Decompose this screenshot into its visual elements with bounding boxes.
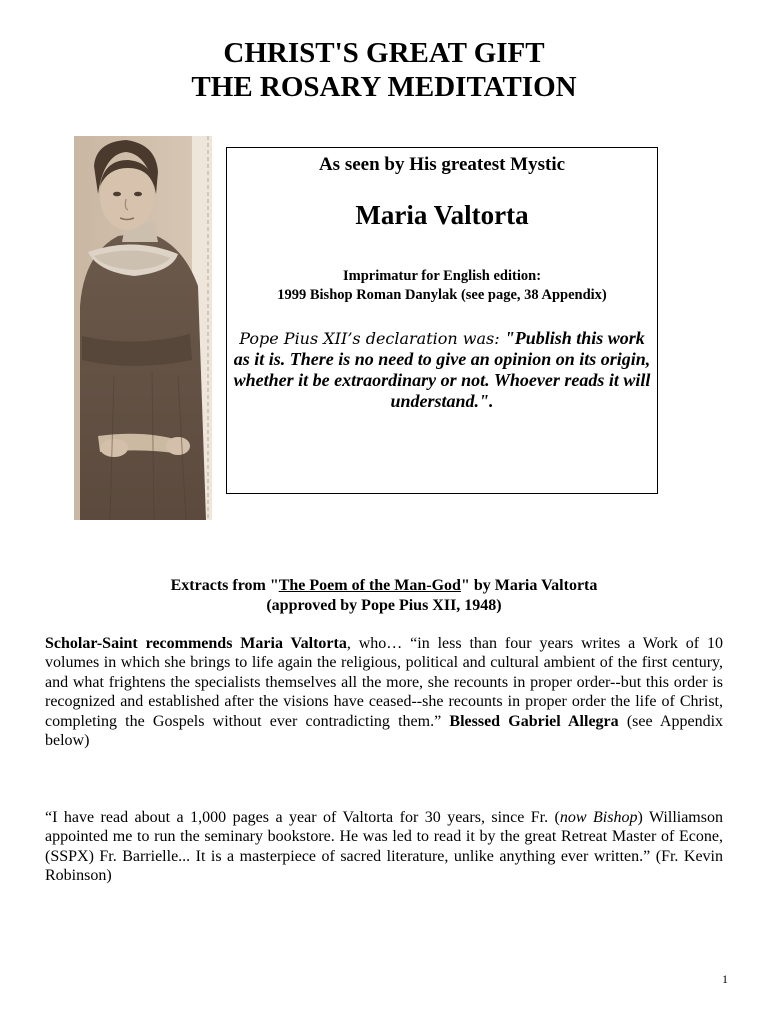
document-title <box>0 36 768 104</box>
recommendation-lead: Scholar-Saint recommends Maria Valtorta <box>45 635 347 652</box>
pope-declaration-quote: "Publish this work as it is. There is no need to give an opinion on its origin, whether it be extraordinary or not. Whoever reads it will understand.". <box>233 328 651 411</box>
pope-declaration <box>233 328 651 412</box>
info-box <box>226 147 658 494</box>
recommendation-connector: , who… <box>346 635 411 652</box>
seen-by-heading: As seen by His greatest Mystic <box>318 154 566 175</box>
extracts-heading <box>0 576 768 616</box>
title-line-2: THE ROSARY MEDITATION <box>191 71 577 103</box>
mystic-name: Maria Valtorta <box>355 200 529 230</box>
testimony-paragraph <box>45 808 723 886</box>
testimony-part-1: “I have read about a 1,000 pages a year of Valtorta for 30 years, since Fr. ( <box>45 809 560 826</box>
imprimatur-line-2: 1999 Bishop Roman Danylak (see page, 38 Appendix) <box>277 287 607 303</box>
page-number: 1 <box>722 972 728 986</box>
recommendation-paragraph <box>45 634 723 750</box>
title-line-1: CHRIST'S GREAT GIFT <box>223 37 545 69</box>
extracts-prefix: Extracts from " <box>170 577 279 594</box>
imprimatur-line-1: Imprimatur for English edition: <box>342 268 542 284</box>
portrait-photo <box>74 136 212 520</box>
pope-declaration-intro: Pope Pius XII’s declaration was: <box>239 329 505 348</box>
extracts-suffix: " by Maria Valtorta <box>460 577 598 594</box>
recommendation-attribution: Blessed Gabriel Allegra <box>449 712 619 730</box>
book-title: The Poem of the Man-God <box>278 577 461 594</box>
recommendation-note: (see Appendix below) <box>45 712 724 750</box>
approval-line: (approved by Pope Pius XII, 1948) <box>266 597 502 614</box>
testimony-italic: now Bishop <box>559 809 638 826</box>
recommendation-quote: “in less than four years writes a Work of 10 volumes in which she brings to life again the religious, political and cultural ambient of the first century, and what frightens the specialists themselves all the more, she recounts in proper order--but this order is recognized and established after the visions have ceased--she recounts in proper order the life of Christ, completing the Gospels without ever contradicting them.” <box>45 635 723 730</box>
testimony-part-2: ) Williamson appointed me to run the seminary bookstore. He was led to read it by the great Retreat Master of Econe, (SSPX) Fr. Barrielle... It is a masterpiece of sacred literature, unlike anything ever written.” (Fr. Kevin Robinson) <box>45 809 723 885</box>
